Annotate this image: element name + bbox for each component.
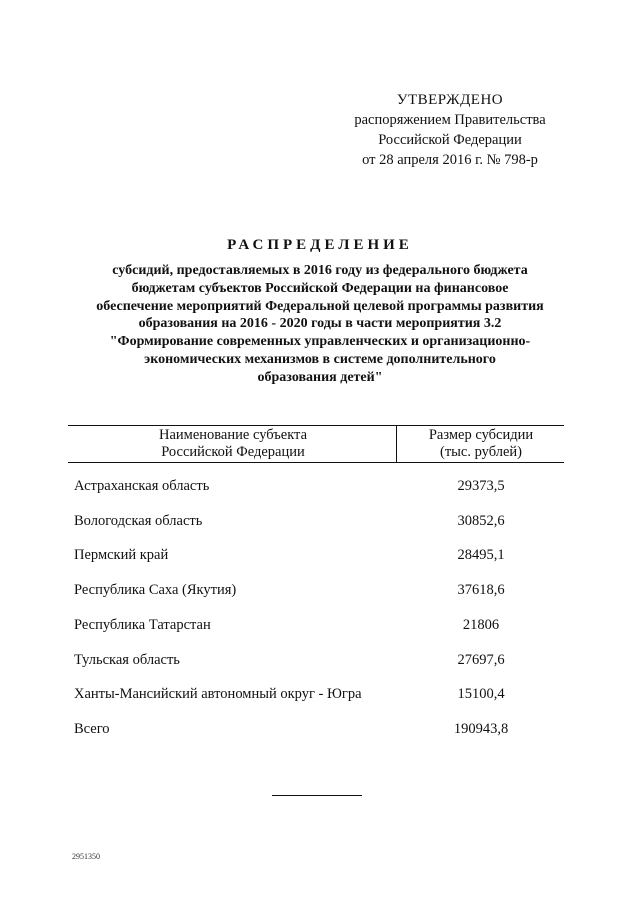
header-subject-name-line-1: Наименование субъекта	[158, 427, 308, 443]
approval-block	[330, 90, 570, 170]
subtitle-line-4: образования на 2016 - 2020 годы в части мероприятия 3.2	[138, 316, 502, 332]
row-subject-name: Вологодская область	[74, 513, 203, 529]
document-title: РАСПРЕДЕЛЕНИЕ	[227, 237, 413, 253]
document-subtitle	[80, 262, 560, 387]
subtitle-line-5: "Формирование современных управленческих и организационно-	[109, 334, 531, 350]
row-subject-name: Всего	[74, 721, 110, 737]
header-subject-name	[70, 427, 396, 461]
row-subject-name: Пермский край	[74, 547, 169, 563]
table-row	[74, 513, 564, 533]
document-code: 2951350	[72, 852, 100, 861]
row-subsidy-amount: 190943,8	[453, 721, 509, 737]
subtitle-line-3: обеспечение мероприятий Федеральной целевой программы развития	[96, 298, 544, 314]
approval-line-3: от 28 апреля 2016 г. № 798-р	[362, 152, 538, 168]
table-column-divider	[396, 425, 397, 463]
row-subject-name: Ханты-Мансийский автономный округ - Югра	[74, 686, 362, 702]
closing-rule	[272, 795, 362, 796]
table-row	[74, 582, 564, 602]
table-row	[74, 686, 564, 706]
subtitle-line-6: экономических механизмов в системе дополнительного	[144, 351, 496, 367]
row-subsidy-amount: 28495,1	[457, 547, 505, 563]
approval-line-2: Российской Федерации	[378, 132, 522, 148]
header-subject-name-line-2: Российской Федерации	[161, 444, 305, 460]
table-row	[74, 652, 564, 672]
row-subject-name: Республика Татарстан	[74, 617, 211, 633]
row-subsidy-amount: 30852,6	[457, 513, 505, 529]
header-subsidy-amount	[398, 427, 564, 461]
row-subsidy-amount: 27697,6	[457, 652, 505, 668]
row-subject-name: Тульская область	[74, 652, 180, 668]
table-row	[74, 547, 564, 567]
row-subject-name: Астраханская область	[74, 478, 210, 494]
subtitle-line-7: образования детей"	[257, 369, 383, 385]
approval-heading: УТВЕРЖДЕНО	[396, 92, 504, 108]
row-subsidy-amount: 37618,6	[457, 582, 505, 598]
header-subsidy-amount-line-2: (тыс. рублей)	[440, 444, 522, 460]
subtitle-line-1: субсидий, предоставляемых в 2016 году из федерального бюджета	[112, 263, 528, 278]
subtitle-line-2: бюджетам субъектов Российской Федерации на финансовое	[131, 280, 509, 296]
approval-line-1: распоряжением Правительства	[354, 112, 546, 128]
table-row	[74, 478, 564, 498]
row-subsidy-amount: 29373,5	[457, 478, 505, 494]
table-row	[74, 617, 564, 637]
row-subsidy-amount: 21806	[462, 617, 500, 633]
table-row-total	[74, 721, 564, 741]
header-subsidy-amount-line-1: Размер субсидии	[428, 427, 534, 443]
table-top-rule	[68, 425, 564, 426]
row-subject-name: Республика Саха (Якутия)	[74, 582, 237, 598]
row-subsidy-amount: 15100,4	[457, 686, 505, 702]
table-header-rule	[68, 462, 564, 463]
